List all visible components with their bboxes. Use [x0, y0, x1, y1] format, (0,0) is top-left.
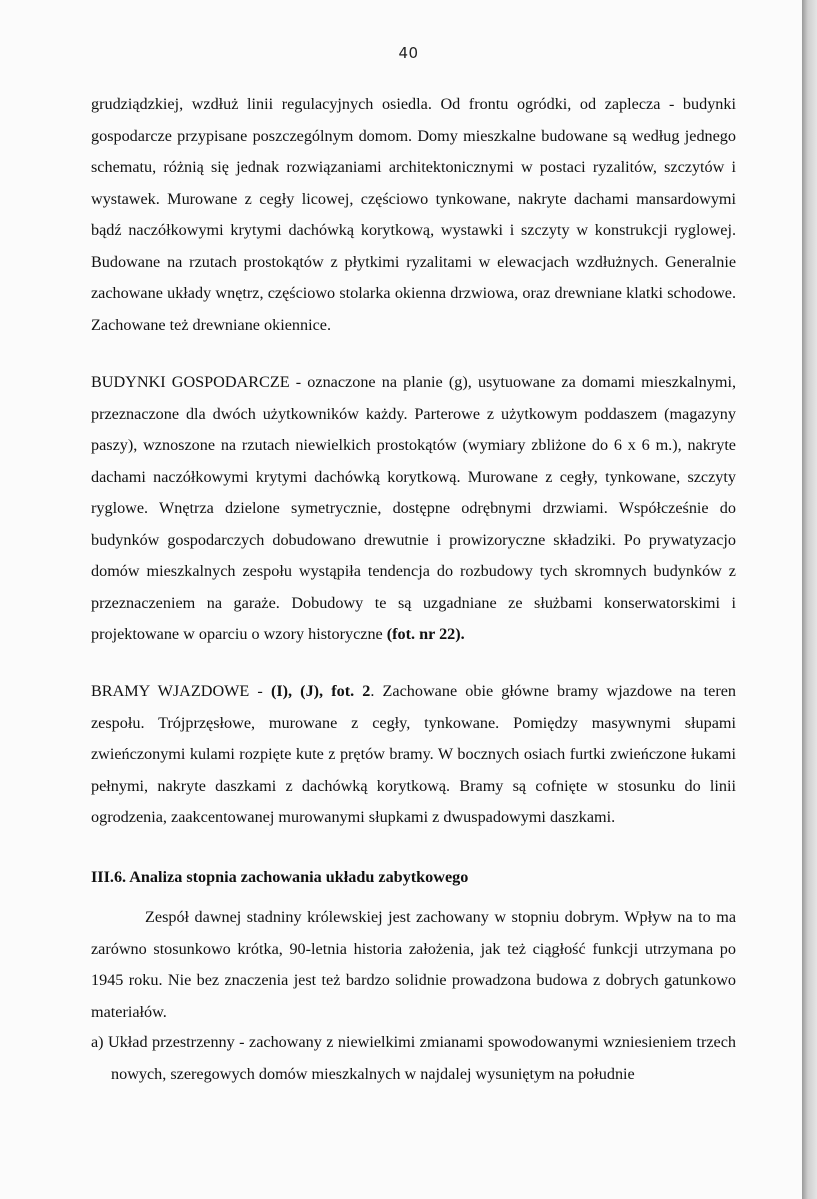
paragraph-gates — [91, 676, 736, 834]
page-number: 40 — [398, 44, 419, 62]
list-item-a: a) Układ przestrzenny - zachowany z niewielkimi zmianami spowodowanymi wzniesieniem trzech nowych, szeregowych domów mieszkalnych w najdalej wysuniętym na południe — [91, 1033, 736, 1083]
paragraph-dwellings — [91, 89, 736, 341]
gates-references: (I), (J), fot. 2 — [270, 682, 371, 700]
paragraph-farm-buildings — [91, 367, 736, 651]
photo-reference: (fot. nr 22). — [386, 625, 465, 643]
section-intro-text: Zespół dawnej stadniny królewskiej jest zachowany w stopniu dobrym. Wpływ na to ma zarówno stosunkowo krótka, 90-letnia historia założenia, jak też ciągłość funkcji utrzymana po 1945 roku. Nie bez znaczenia jest też bardzo solidnie prowadzona budowa z dobrych gatunkowo materiałów. — [91, 908, 736, 1021]
paragraph-gates-lead: BRAMY WJAZDOWE - — [91, 682, 271, 700]
paragraph-dwellings-text: grudziądzkiej, wzdłuż linii regulacyjnych osiedla. Od frontu ogródki, od zaplecza - budynki gospodarcze przypisane poszczególnym domom. Domy mieszkalne budowane są według jednego schematu, różnią się jednak rozwiązaniami architektonicznymi w postaci ryzalitów, szczytów i wystawek. Murowane z cegły licowej, częściowo tynkowane, nakryte dachami mansardowymi bądź naczółkowymi krytymi dachówką korytkową, wystawki i szczyty w konstrukcji ryglowej. Budowane na rzutach prostokątów z płytkimi ryzalitami w elewacjach wzdłużnych. Generalnie zachowane układy wnętrz, częściowo stolarka okienna drzwiowa, oraz drewniane klatki schodowe. Zachowane też drewniane okiennice. — [91, 95, 736, 334]
paragraph-gates-text: . Zachowane obie główne bramy wjazdowe na teren zespołu. Trójprzęsłowe, murowane z cegły, tynkowane. Pomiędzy masywnymi słupami zwieńczonymi kulami rozpięte kute z prętów bramy. W bocznych osiach furtki zwieńczone łukami pełnymi, nakryte daszkami z dachówką korytkową. Bramy są cofnięte w stosunku do linii ogrodzenia, zaakcentowanej murowanymi słupkami z dwuspadowymi daszkami. — [91, 682, 736, 826]
page-edge — [802, 0, 817, 1199]
paragraph-farm-buildings-text: BUDYNKI GOSPODARCZE - oznaczone na planie (g), usytuowane za domami mieszkalnymi, przeznaczone dla dwóch użytkowników każdy. Parterowe z użytkowym poddaszem (magazyny paszy), wznoszone na rzutach niewielkich prostokątów (wymiary zbliżone do 6 x 6 m.), nakryte dachami naczółkowymi krytymi dachówką korytkową. Murowane z cegły, tynkowane, szczyty ryglowe. Wnętrza dzielone symetrycznie, dostępne odrębnymi drzwiami. Współcześnie do budynków gospodarczych dobudowano drewutnie i prowizoryczne składziki. Po prywatyzacjo domów mieszkalnych zespołu wystąpiła tendencja do rozbudowy tych skromnych budynków z przeznaczeniem na garaże. Dobudowy te są uzgadniane ze służbami konserwatorskimi i projektowane w oparciu o wzory historyczne — [91, 373, 736, 643]
section-intro-paragraph — [91, 902, 736, 1028]
section-heading: III.6. Analiza stopnia zachowania układu zabytkowego — [91, 868, 469, 886]
